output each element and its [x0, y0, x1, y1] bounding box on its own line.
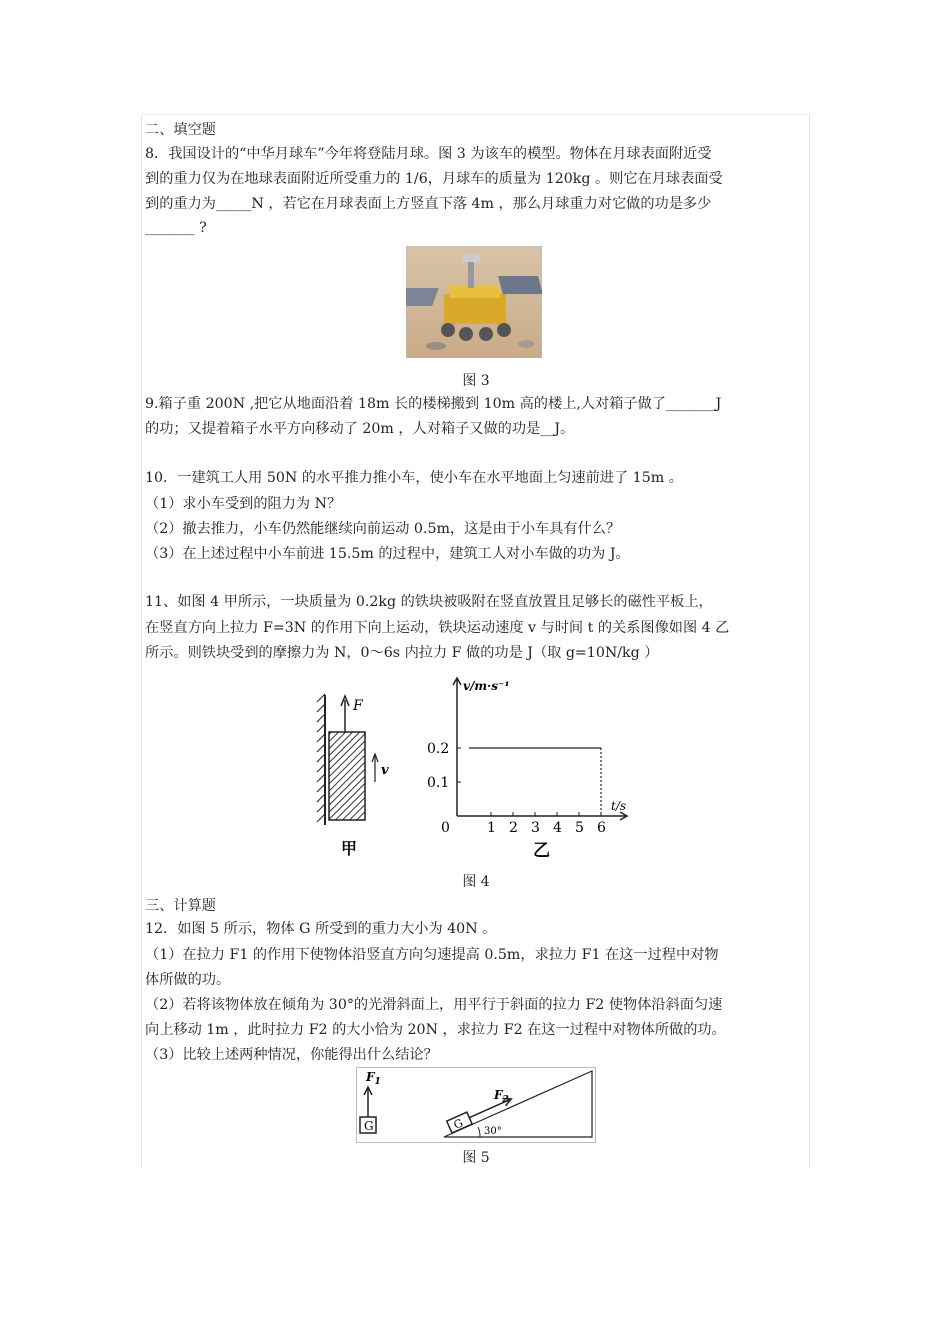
q11-line-3: 所示。则铁块受到的摩擦力为 N，0～6s 内拉力 F 做的功是 J（取 g=10N/kg ）: [145, 645, 659, 661]
q11-line-2: 在竖直方向上拉力 F=3N 的作用下向上运动，铁块运动速度 v 与时间 t 的关系图像如图 4 乙: [145, 620, 730, 636]
figure-4-caption: 图 4: [462, 874, 490, 890]
x-axis-label: t/s: [611, 799, 627, 813]
box-g-incline-label: G: [451, 1116, 466, 1132]
f2-label: $F_2$: [494, 1088, 509, 1105]
angle-label: 30°: [484, 1126, 502, 1137]
q10-line-4: （3）在上述过程中小车前进 15.5m 的过程中，建筑工人对小车做的功为 J。: [145, 546, 630, 562]
figure-5-svg: [356, 1067, 596, 1143]
velocity-label: v: [381, 763, 389, 778]
figure-4: [315, 670, 635, 862]
q8-line-1: 8．我国设计的“中华月球车”今年将登陆月球。图 3 为该车的模型。物体在月球表面附近受: [145, 146, 712, 162]
q12-line-5: 向上移动 1m ，此时拉力 F2 的大小恰为 20N ，求拉力 F2 在这一过程中对物体所做的功。: [145, 1022, 726, 1038]
force-label: F: [353, 698, 363, 714]
x-tick-label: 6: [597, 820, 606, 836]
q10-line-1: 10．一建筑工人用 50N 的水平推力推小车，使小车在水平地面上匀速前进了 15m 。: [145, 470, 683, 486]
y-tick-label: 0.1: [427, 775, 450, 791]
x-tick-label: 3: [531, 820, 540, 836]
q9-line-1: 9.箱子重 200N ,把它从地面沿着 18m 长的楼梯搬到 10m 高的楼上,人对箱子做了_______J: [145, 396, 722, 412]
figure-3-rover-image: [406, 246, 542, 358]
q12-line-2: （1）在拉力 F1 的作用下使物体沿竖直方向匀速提高 0.5m，求拉力 F1 在这一过程中对物: [145, 947, 719, 963]
lunar-rover-illustration: [406, 246, 542, 358]
iron-block: [329, 732, 365, 820]
f1-label: $F_1$: [366, 1070, 381, 1087]
q8-line-2: 到的重力仅为在地球表面附近所受重力的 1/6，月球车的质量为 120kg 。则它在月球表面受: [145, 171, 723, 187]
q12-line-3: 体所做的功。: [145, 972, 231, 988]
figure-5: [356, 1067, 596, 1143]
figure-5-caption: 图 5: [462, 1150, 490, 1166]
y-tick-label: 0.2: [427, 741, 450, 757]
box-g-left-label: G: [364, 1119, 374, 1133]
jia-label: 甲: [341, 839, 358, 858]
x-tick-label: 0: [441, 820, 450, 836]
section-3-title: 三、计算题: [145, 898, 216, 914]
q8-line-4: _______ ?: [145, 220, 207, 236]
y-axis-label: v/m·s⁻¹: [463, 679, 510, 693]
figure-3-caption: 图 3: [462, 373, 490, 389]
q11-line-1: 11、如图 4 甲所示，一块质量为 0.2kg 的铁块被吸附在竖直放置且足够长的磁性平板上，: [145, 594, 713, 610]
x-tick-label: 5: [575, 820, 584, 836]
q9-line-2: 的功；又提着箱子水平方向移动了 20m ，人对箱子又做的功是__J。: [145, 421, 575, 437]
velocity-time-chart: [427, 678, 627, 836]
q10-line-2: （1）求小车受到的阻力为 N？: [145, 496, 342, 512]
x-tick-label: 4: [553, 820, 562, 836]
section-2-title: 二、填空题: [145, 122, 216, 138]
x-tick-label: 2: [509, 820, 518, 836]
q10-line-3: （2）撤去推力，小车仍然能继续向前运动 0.5m，这是由于小车具有什么？: [145, 521, 621, 537]
q12-line-4: （2）若将该物体放在倾角为 30°的光滑斜面上，用平行于斜面的拉力 F2 使物体沿斜面匀速: [145, 997, 723, 1013]
yi-label: 乙: [533, 841, 550, 861]
q12-line-6: （3）比较上述两种情况，你能得出什么结论？: [145, 1047, 438, 1063]
q12-line-1: 12．如图 5 所示，物体 G 所受到的重力大小为 40N 。: [145, 921, 497, 937]
figure-4-svg: [315, 670, 635, 862]
x-tick-label: 1: [487, 820, 496, 836]
q8-line-3: 到的重力为_____N ，若它在月球表面上方竖直下落 4m ，那么月球重力对它做的功是多少: [145, 196, 712, 212]
